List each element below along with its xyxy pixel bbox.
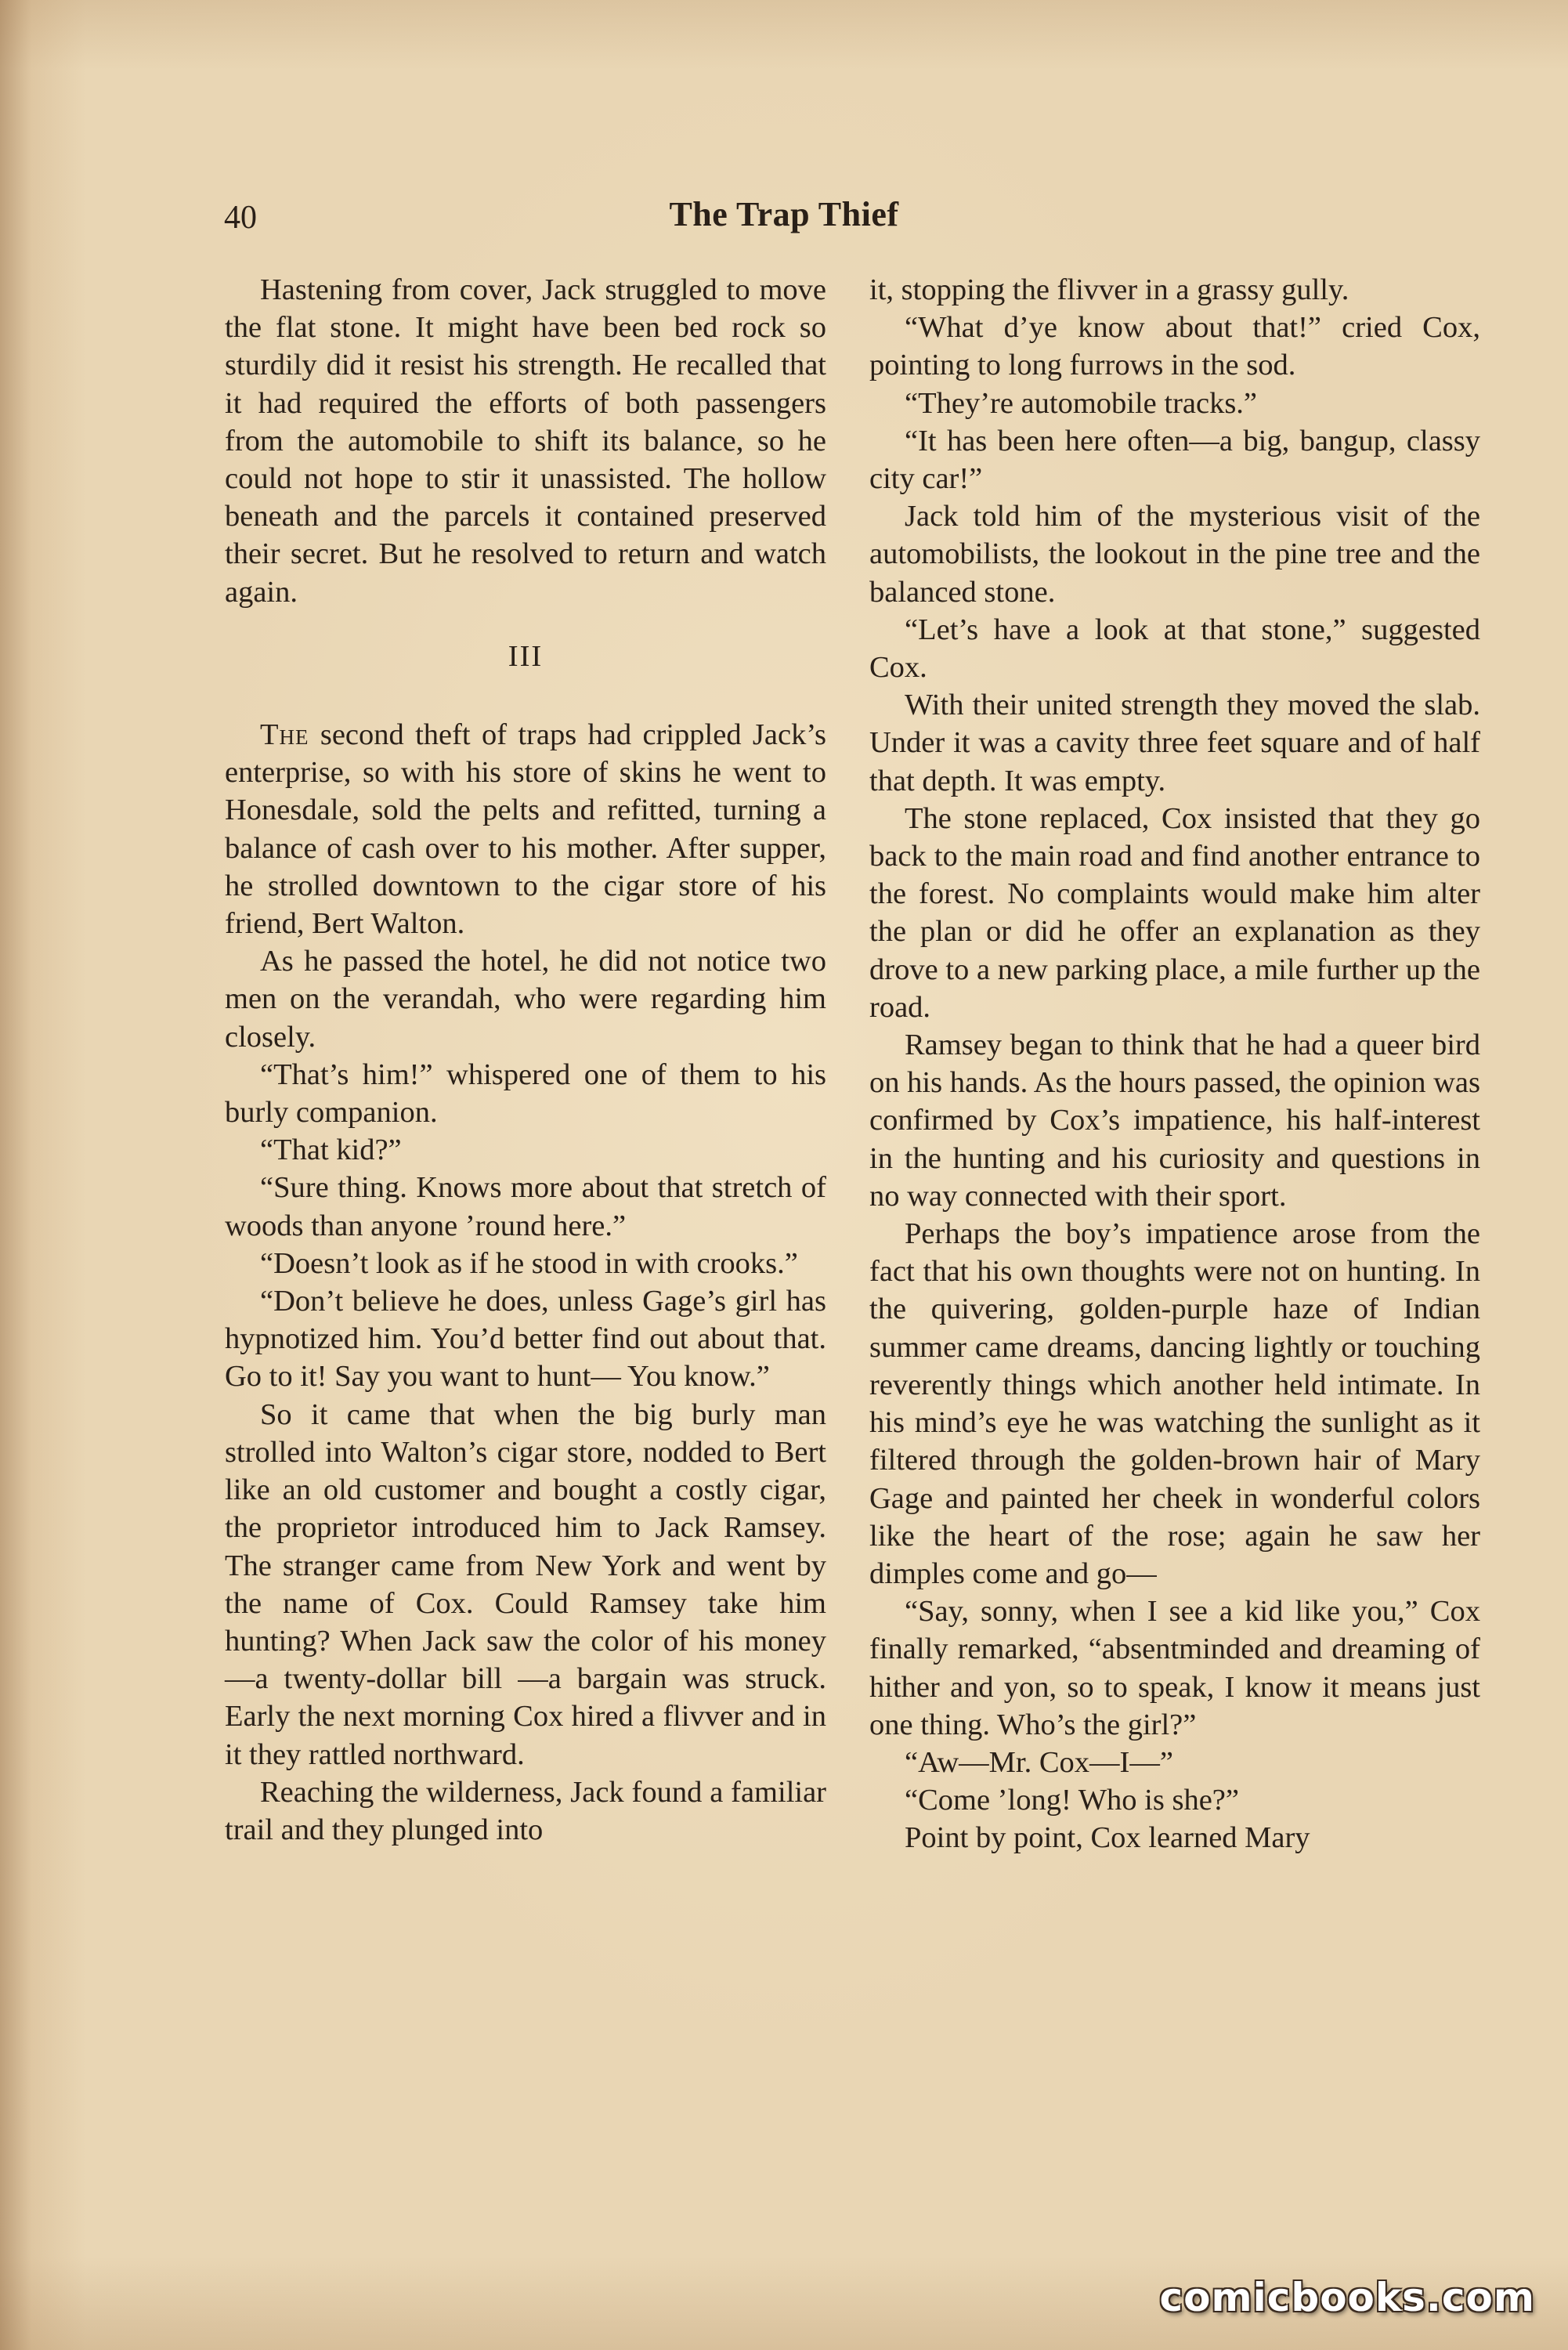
- paragraph: “Let’s have a look at that stone,” suggested Cox.: [869, 613, 1480, 685]
- paragraph: “That’s him!” whispered one of them to his burly companion.: [225, 1058, 826, 1130]
- page-number: 40: [224, 200, 257, 236]
- paragraph: “Don’t believe he does, unless Gage’s girl has hypnotized him. You’d better find out about that. Go to it! Say you want to hunt— You know.”: [225, 1285, 826, 1394]
- paragraph: Hastening from cover, Jack struggled to move the flat stone. It might have been bed rock so sturdily did it resist his strength. He recalled that it had required the efforts of both passengers from the automobile to shift its balance, so he could not hope to stir it unassisted. The hollow beneath and the parcels it contained preserved their secret. But he resolved to return and watch again.: [225, 273, 826, 609]
- paragraph: it, stopping the flivver in a grassy gully.: [869, 273, 1349, 306]
- paragraph: Perhaps the boy’s impatience arose from the fact that his own thoughts were not on hunting. In the quivering, golden-purple haze of Indian summer came dreams, dancing lightly or touching reverently things which another held intimate. In his mind’s eye he was watching the sunlight as it filtered through the golden-brown hair of Mary Gage and painted her cheek in wonderful colors like the heart of the rose; again he saw her dimples come and go—: [869, 1217, 1480, 1590]
- dropword: The: [260, 718, 309, 752]
- paragraph: “Sure thing. Knows more about that stretch of woods than anyone ’round here.”: [225, 1171, 826, 1242]
- paragraph: The stone replaced, Cox insisted that they go back to the main road and find another entrance to the forest. No complaints would make him alter the plan or did he offer an explanation as they drove to a new parking place, a mile further up the road.: [869, 801, 1480, 1024]
- paragraph-text: second theft of traps had crippled Jack’s enterprise, so with his store of skins he went to Honesdale, sold the pelts and refitted, turning a balance of cash over to his mother. After supper, he strolled downtown to the cigar store of his friend, Bert Walton.: [225, 718, 826, 941]
- paragraph: “Say, sonny, when I see a kid like you,” Cox finally remarked, “absentminded and dreaming of hither and yon, so to speak, I know it means just one thing. Who’s the girl?”: [869, 1595, 1480, 1741]
- paragraph: “That kid?”: [260, 1133, 402, 1167]
- paragraph: With their united strength they moved the slab. Under it was a cavity three feet square and of half that depth. It was empty.: [869, 689, 1480, 797]
- paragraph: Jack told him of the mysterious visit of the automobilists, the lookout in the pine tree and the balanced stone.: [869, 500, 1480, 609]
- watermark: comicbooks.com: [1159, 2275, 1535, 2320]
- section-heading: III: [508, 639, 544, 673]
- paragraph: “They’re automobile tracks.”: [905, 386, 1258, 420]
- paragraph: “It has been here often—a big, bangup, classy city car!”: [869, 424, 1480, 496]
- paragraph: “Aw—Mr. Cox—I—”: [905, 1745, 1173, 1779]
- running-head: The Trap Thief: [669, 195, 899, 233]
- paragraph: Ramsey began to think that he had a queer bird on his hands. As the hours passed, the opinion was confirmed by Cox’s impatience, his half-interest in the hunting and his curiosity and questions in no way connected with their sport.: [869, 1029, 1480, 1213]
- left-column: [225, 271, 826, 1849]
- paragraph: “What d’ye know about that!” cried Cox, pointing to long furrows in the sod.: [869, 311, 1480, 382]
- paragraph: So it came that when the big burly man strolled into Walton’s cigar store, nodded to Bert like an old customer and bought a costly cigar, the proprietor introduced him to Jack Ramsey. The stranger came from New York and went by the name of Cox. Could Ramsey take him hunting? When Jack saw the color of his money—a twenty-dollar bill —a bargain was struck. Early the next morning Cox hired a flivver and in it they rattled northward.: [225, 1397, 826, 1771]
- paragraph: [225, 716, 826, 942]
- paragraph: Reaching the wilderness, Jack found a familiar trail and they plunged into: [225, 1775, 826, 1846]
- right-column: [869, 271, 1480, 1857]
- paragraph: “Doesn’t look as if he stood in with crooks.”: [260, 1246, 798, 1280]
- paragraph: Point by point, Cox learned Mary: [905, 1821, 1310, 1855]
- paragraph: As he passed the hotel, he did not notice two men on the verandah, who were regarding him closely.: [225, 945, 826, 1054]
- paragraph: “Come ’long! Who is she?”: [905, 1784, 1239, 1817]
